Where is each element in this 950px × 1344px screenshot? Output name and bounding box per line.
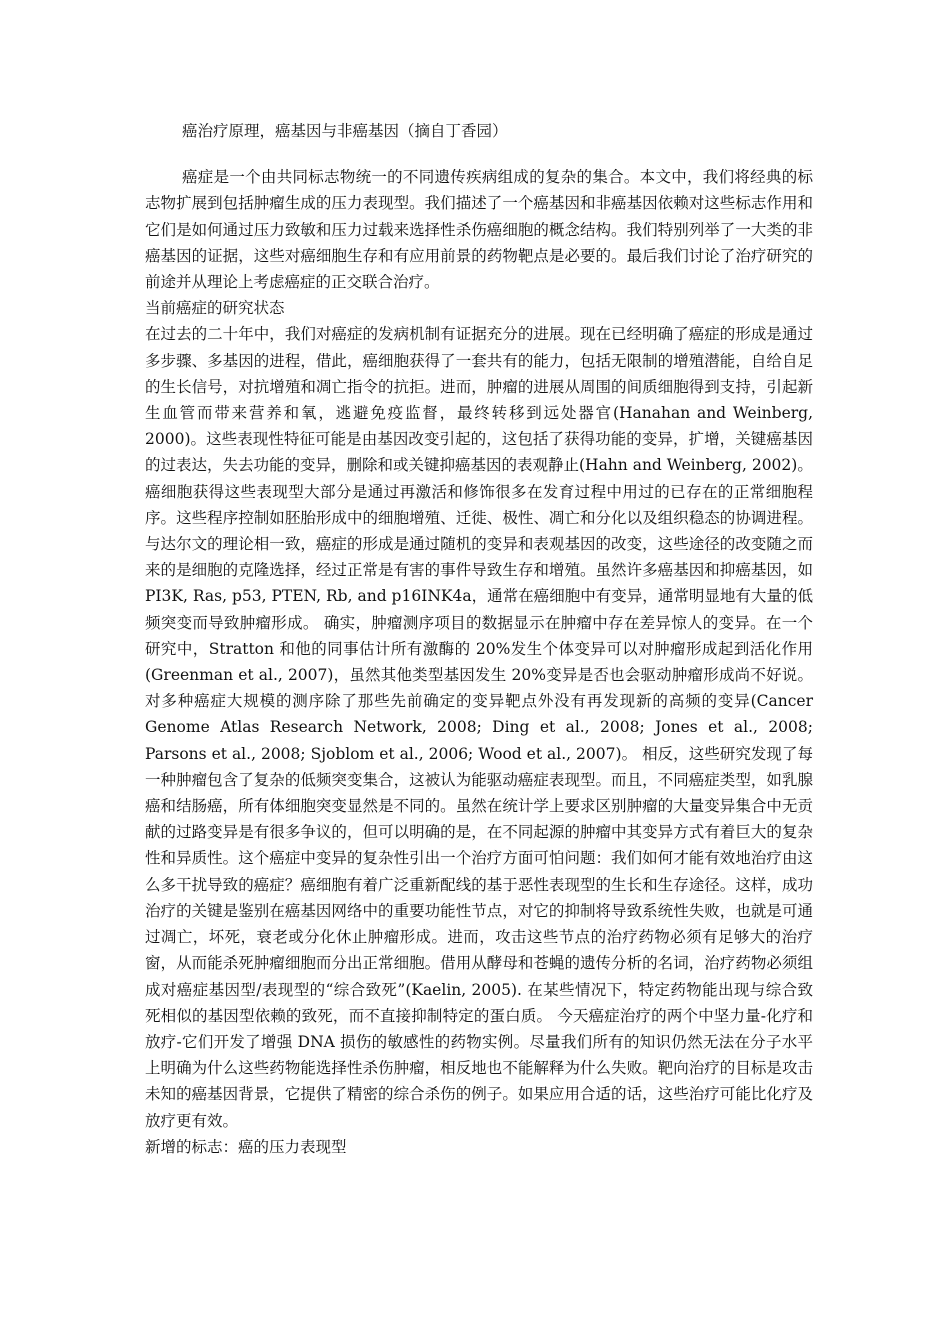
document-title: 癌治疗原理，癌基因与非癌基因（摘自丁香园） — [182, 122, 508, 140]
section-heading-stress-phenotype: 新增的标志：癌的压力表现型 — [145, 1137, 347, 1156]
section-heading-current-research: 当前癌症的研究状态 — [145, 299, 285, 318]
document-body — [145, 118, 813, 1160]
body-paragraph-2: 癌细胞获得这些表现型大部分是通过再激活和修饰很多在发育过程中用过的已存在的正常细胞程序。这些程序控制如胚胎形成中的细胞增殖、迁徙、极性、凋亡和分化以及组织稳态的协调进程。与达尔文的理论相一致，癌症的形成是通过随机的变异和表观基因的改变，这些途径的改变随之而来的是细胞的克隆选择，经过正常是有害的事件导致生存和增殖。虽然许多癌基因和抑癌基因，如 PI3K, Ras, p53, PTEN, Rb, and p16INK4a，通常在癌细胞中有变异，通常明显地有大量的低频突变而导致肿瘤形成。 确实，肿瘤测序项目的数据显示在肿瘤中存在差异惊人的变异。在一个研究中，Stratton 和他的同事估计所有激酶的 20%发生个体变异可以对肿瘤形成起到活化作用(Greenman et al., 2007)，虽然其他类型基因发生 20%变异是否也会驱动肿瘤形成尚不好说。对多种癌症大规模的测序除了那些先前确定的变异靶点外没有再发现新的高频的变异(Cancer Genome Atlas Research Network, 2008; Ding et al., 2008; Jones et al., 2008; Parsons et al., 2008; Sjoblom et al., 2006; Wood et al., 2007)。 相反，这些研究发现了每一种肿瘤包含了复杂的低频突变集合，这被认为能驱动癌症表现型。而且，不同癌症类型，如乳腺癌和结肠癌，所有体细胞突变显然是不同的。虽然在统计学上要求区别肿瘤的大量变异集合中无贡献的过路变异是有很多争议的，但可以明确的是，在不同起源的肿瘤中其变异方式有着巨大的复杂性和异质性。这个癌症中变异的复杂性引出一个治疗方面可怕问题：我们如何才能有效地治疗由这么多干扰导致的癌症？癌细胞有着广泛重新配线的基于恶性表现型的生长和生存途径。这样，成功治疗的关键是鉴别在癌基因网络中的重要功能性节点，对它的抑制将导致系统性失败，也就是可通过凋亡，坏死，衰老或分化休止肿瘤形成。进而，攻击这些节点的治疗药物必须有足够大的治疗窗，从而能杀死肿瘤细胞而分出正常细胞。借用从酵母和苍蝇的遗传分析的名词，治疗药物必须组成对癌症基因型/表现型的“综合致死”(Kaelin, 2005). 在某些情况下，特定药物能出现与综合致死相似的基因型依赖的致死，而不直接抑制特定的蛋白质。 今天癌症治疗的两个中坚力量-化疗和放疗-它们开发了增强 DNA 损伤的敏感性的药物实例。尽量我们所有的知识仍然无法在分子水平上明确为什么这些药物能选择性杀伤肿瘤，相反地也不能解释为什么失败。靶向治疗的目标是攻击未知的癌基因背景，它提供了精密的综合杀伤的例子。如果应用合适的话，这些治疗可能比化疗及放疗更有效。 — [145, 482, 813, 1130]
body-paragraph-1: 在过去的二十年中，我们对癌症的发病机制有证据充分的进展。现在已经明确了癌症的形成是通过多步骤、多基因的进程，借此，癌细胞获得了一套共有的能力，包括无限制的增殖潜能，自给自足的生长信号，对抗增殖和凋亡指令的抗拒。进而，肿瘤的进展从周围的间质细胞得到支持，引起新生血管而带来营养和氧，逃避免疫监督，最终转移到远处器官(Hanahan and Weinberg, 2000)。这些表现性特征可能是由基因改变引起的，这包括了获得功能的变异，扩增，关键癌基因的过表达，失去功能的变异，删除和或关键抑癌基因的表观静止(Hahn and Weinberg, 2002)。 — [145, 325, 813, 475]
abstract-paragraph: 癌症是一个由共同标志物统一的不同遗传疾病组成的复杂的集合。本文中，我们将经典的标志物扩展到包括肿瘤生成的压力表现型。我们描述了一个癌基因和非癌基因依赖对这些标志作用和它们是如何通过压力致敏和压力过载来选择性杀伤癌细胞的概念结构。我们特别列举了一大类的非癌基因的证据，这些对癌细胞生存和有应用前景的药物靶点是必要的。最后我们讨论了治疗研究的前途并从理论上考虑癌症的正交联合治疗。 — [145, 168, 813, 292]
